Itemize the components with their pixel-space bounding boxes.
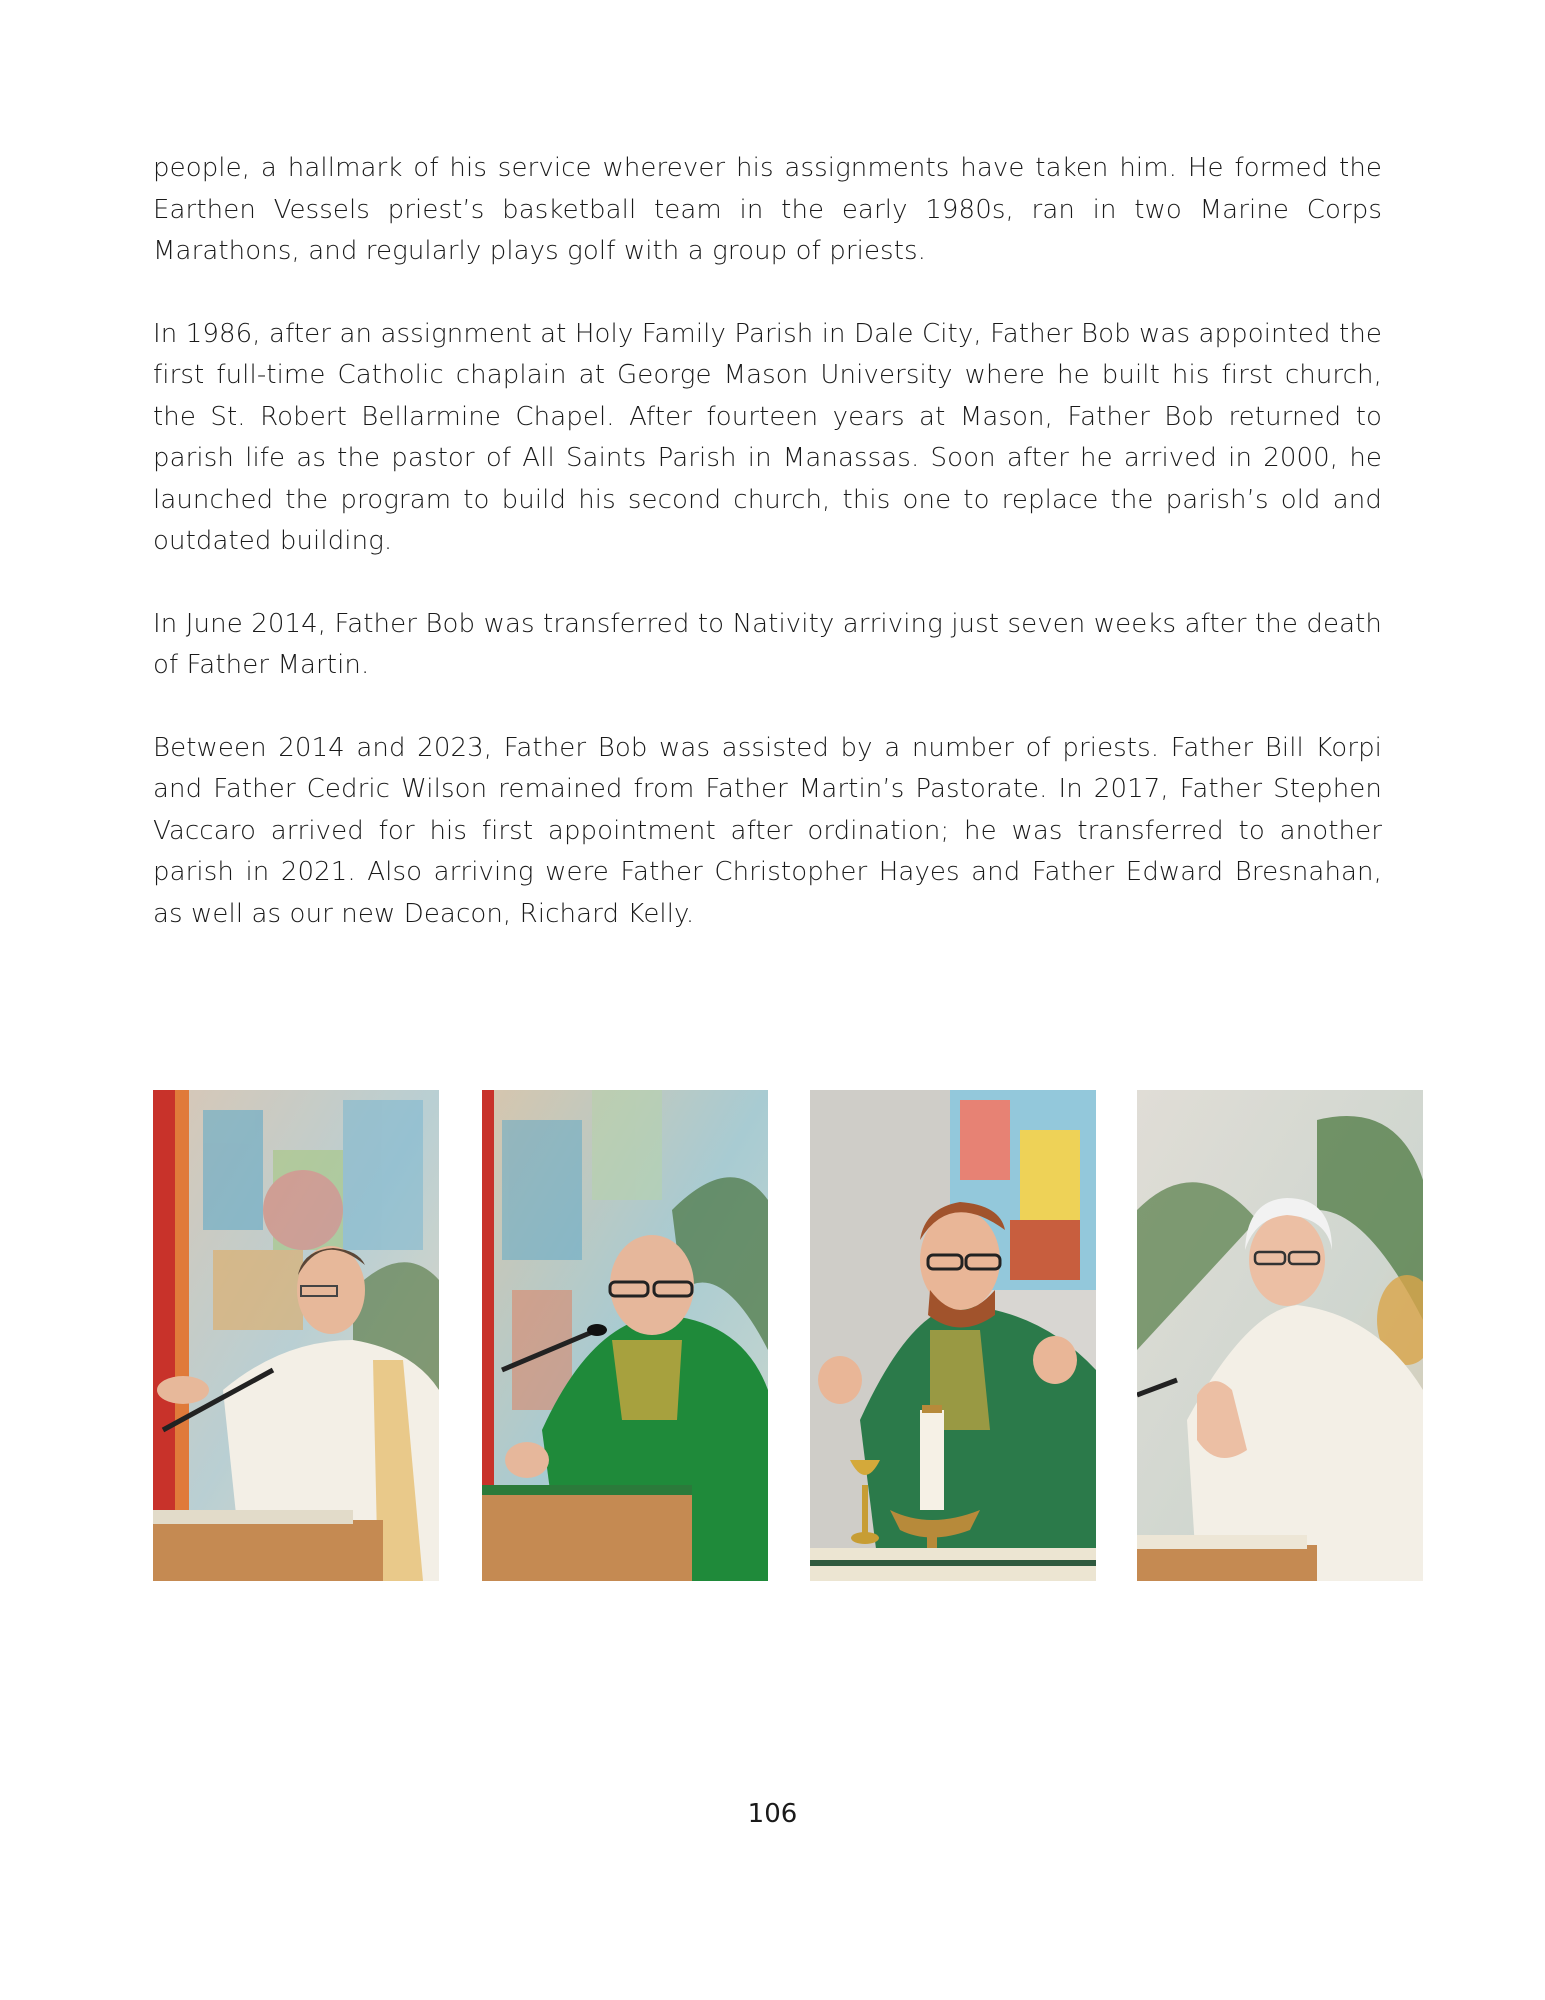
paragraph-3: In June 2014, Father Bob was transferred to Nativity arriving just seven weeks after the death of Father Martin. (153, 608, 1382, 680)
body-text (153, 148, 1382, 976)
photo-priest-white-vestment-praying (1137, 1090, 1423, 1581)
photo-priest-green-vestment-altar (810, 1090, 1096, 1581)
photo-priest-green-vestment-lectern (482, 1090, 768, 1581)
paragraph-2: In 1986, after an assignment at Holy Family Parish in Dale City, Father Bob was appointed the first full-time Catholic chaplain at George Mason University where he built his first church, the St. Robert Bellarmine Chapel. After fourteen years at Mason, Father Bob returned to parish life as the pastor of All Saints Parish in Manassas. Soon after he arrived in 2000, he launched the program to build his second church, this one to replace the parish’s old and outdated building. (153, 318, 1382, 556)
paragraph-1: people, a hallmark of his service wherever his assignments have taken him. He formed the Earthen Vessels priest’s basketball team in the early 1980s, ran in two Marine Corps Marathons, and regularly plays golf with a group of priests. (153, 153, 1382, 266)
paragraph-4: Between 2014 and 2023, Father Bob was assisted by a number of priests. Father Bill Korpi and Father Cedric Wilson remained from Father Martin’s Pastorate. In 2017, Father Stephen Vaccaro arrived for his first appointment after ordination; he was transferred to another parish in 2021. Also arriving were Father Christopher Hayes and Father Edward Bresnahan, as well as our new Deacon, Richard Kelly. (153, 732, 1382, 929)
photo-priest-white-vestment-lectern (153, 1090, 439, 1581)
photo-strip (153, 1090, 1423, 1581)
page-number: 106 (747, 1799, 798, 1829)
